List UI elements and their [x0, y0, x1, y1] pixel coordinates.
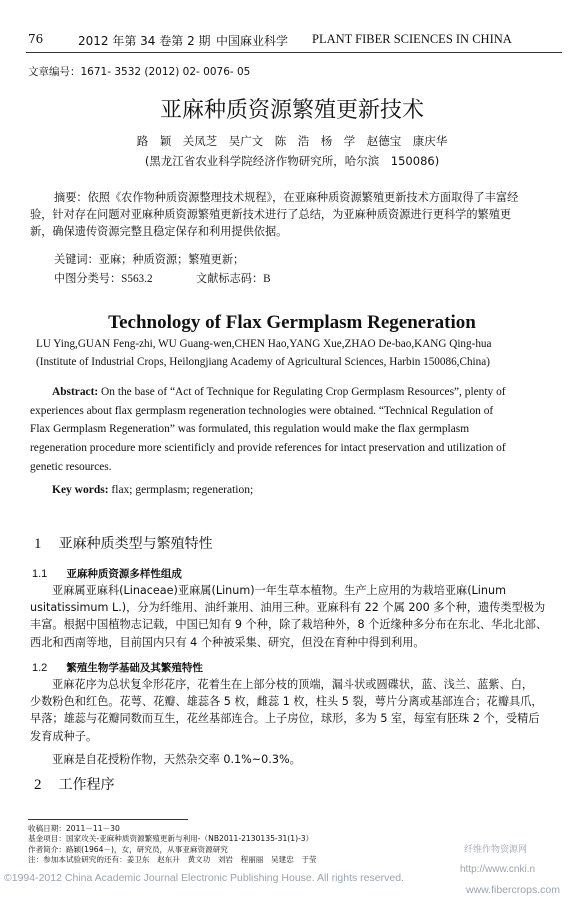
authors-cn: 路 颖 关凤芝 吴广文 陈 浩 杨 学 赵德宝 康庆华	[136, 134, 448, 148]
subsection-1-2-number: 1.2	[32, 662, 48, 674]
footnote-funding: 基金项目：国家攻关-亚麻种质资源繁殖更新与利用-（NB2011-2130135-31(1)-3）	[28, 834, 314, 844]
doc-label: 文献标志码：	[196, 272, 264, 285]
subsection-1-1-title: 亚麻种质资源多样性组成	[66, 568, 182, 580]
header-rule	[26, 52, 562, 53]
abstract-en-label: Abstract:	[52, 386, 99, 398]
body-line: 西北和西南等地，目前国内只有 4 个种被采集、研究，但没在育种中得到利用。	[30, 635, 425, 649]
watermark-copyright: ©1994-2012 China Academic Journal Electronic Publishing House. All rights reserved.	[4, 872, 404, 884]
article-id: 文章编号：1671- 3532 (2012) 02- 0076- 05	[28, 66, 251, 78]
body-line: 亚麻是自花授粉作物，天然杂交率 0.1%~0.3%。	[52, 752, 301, 766]
watermark-url: http://www.cnki.n	[460, 864, 536, 875]
page-number: 76	[28, 32, 44, 46]
abstract-cn-line: 新，确保遗传资源完整且稳定保存和利用提供依据。	[30, 225, 288, 239]
subsection-1-2-body	[30, 676, 558, 768]
subsection-1-1-body	[30, 582, 558, 651]
affiliation-en: (Institute of Industrial Crops, Heilongjiang Academy of Agricultural Sciences, Harbin 150086,China)	[36, 356, 490, 368]
abstract-en	[30, 383, 556, 477]
abstract-en-line: experiences about flax germplasm regeneration technologies were obtained. “Technical Regulation of	[30, 404, 494, 417]
abstract-cn-line: 验，针对存在问题对亚麻种质资源繁殖更新技术进行了总结，为亚麻种质资源进行更科学的繁殖更	[30, 208, 512, 222]
keywords-en-label: Key words:	[52, 484, 109, 496]
abstract-en-line: regeneration procedure more scientificly and provide references for intact preservation and utilization of	[30, 442, 506, 455]
clc-value: S563.2	[121, 273, 153, 285]
subsection-1-2-title: 繁殖生物学基础及其繁殖特性	[66, 662, 203, 674]
section2-title: 工作程序	[58, 777, 115, 793]
section1-title: 亚麻种质类型与繁殖特性	[58, 536, 213, 552]
body-line: 少数粉色和红色。花萼、花瓣、雄蕊各 5 枚，雌蕊 1 枚，柱头 5 裂，萼片分离或基部连合；花瓣具爪，	[30, 695, 543, 709]
journal-name-cn: 中国麻业科学	[216, 34, 289, 48]
watermark-badge: 纤维作物资源网	[464, 845, 528, 855]
issue-info: 2012 年第 34 卷第 2 期	[78, 34, 211, 48]
abstract-cn	[30, 189, 558, 241]
abstract-en-line: genetic resources.	[30, 460, 112, 473]
title-en: Technology of Flax Germplasm Regeneration	[108, 312, 476, 333]
document-code	[196, 270, 271, 286]
clc-label: 中图分类号：	[54, 272, 122, 285]
section2-heading	[34, 774, 115, 794]
body-line: 亚麻属亚麻科(Linaceae)亚麻属(Linum)一年生草本植物。生产上应用的为栽培亚麻(Linum	[52, 584, 506, 597]
abstract-en-line: On the base of “Act of Technique for Regulating Crop Germplasm Resources”, plenty of	[101, 386, 506, 398]
watermark-site: www.fibercrops.com	[466, 884, 560, 896]
clc-number	[54, 270, 153, 286]
section2-number: 2	[34, 777, 42, 793]
subsection-1-2-heading	[32, 656, 203, 675]
body-line: 丰富。根据中国植物志记载，中国已知有 9 个种，除了栽培种外，8 个近缘种多分布在东北、华北北部、	[30, 618, 548, 632]
body-line: 早落；雄蕊与花瓣同数而互生，花丝基部连合。上子房位，球形，多为 5 室，每室有胚珠 2 个，受精后	[30, 712, 540, 726]
footnote-rule	[28, 819, 188, 820]
keywords-en	[52, 484, 253, 496]
subsection-1-1-number: 1.1	[32, 568, 48, 580]
body-line: usitatissimum L.)，分为纤维用、油纤兼用、油用三种。亚麻科有 22 个属 200 多个种，遗传类型极为	[30, 601, 546, 615]
keywords-cn	[54, 251, 244, 267]
footnote-received: 收稿日期：2011－11－30	[28, 824, 120, 833]
doc-value: B	[263, 273, 271, 285]
keywords-cn-label: 关键词：	[54, 253, 99, 266]
abstract-cn-label: 摘要：	[54, 191, 88, 204]
abstract-en-line: Flax Germplasm Regeneration” was formulated, this regulation would make the flax germplasm	[30, 423, 470, 436]
body-line: 亚麻花序为总状复伞形花序，花着生在上部分枝的顶端，漏斗状或圆碟状，蓝、浅兰、蓝紫、白，	[52, 678, 534, 691]
subsection-1-1-heading	[32, 562, 182, 581]
section1-heading	[34, 533, 213, 553]
keywords-en-text: flax; germplasm; regeneration;	[111, 484, 254, 496]
title-cn: 亚麻种质资源繁殖更新技术	[159, 98, 424, 123]
section1-number: 1	[34, 536, 42, 552]
footnote-author: 作者简介：路颖(1964－)，女，研究员，从事亚麻资源研究	[28, 844, 228, 854]
affiliation-cn: (黑龙江省农业科学院经济作物研究所，哈尔滨 150086)	[144, 154, 440, 168]
body-line: 发育成种子。	[30, 729, 98, 743]
authors-en: LU Ying,GUAN Feng-zhi, WU Guang-wen,CHEN Hao,YANG Xue,ZHAO De-bao,KANG Qing-hua	[36, 338, 492, 350]
footnote-participants: 注：参加本试验研究的还有：姜卫东 赵东升 黄文功 刘岩 程丽丽 吴建忠 于莹	[28, 855, 317, 865]
journal-name-en: PLANT FIBER SCIENCES IN CHINA	[312, 32, 512, 46]
footnotes	[28, 824, 317, 866]
keywords-cn-text: 亚麻；种质资源；繁殖更新；	[98, 253, 245, 266]
abstract-cn-line: 依照《农作物种质资源整理技术规程》，在亚麻种质资源繁殖更新技术方面取得了丰富经	[87, 191, 519, 204]
